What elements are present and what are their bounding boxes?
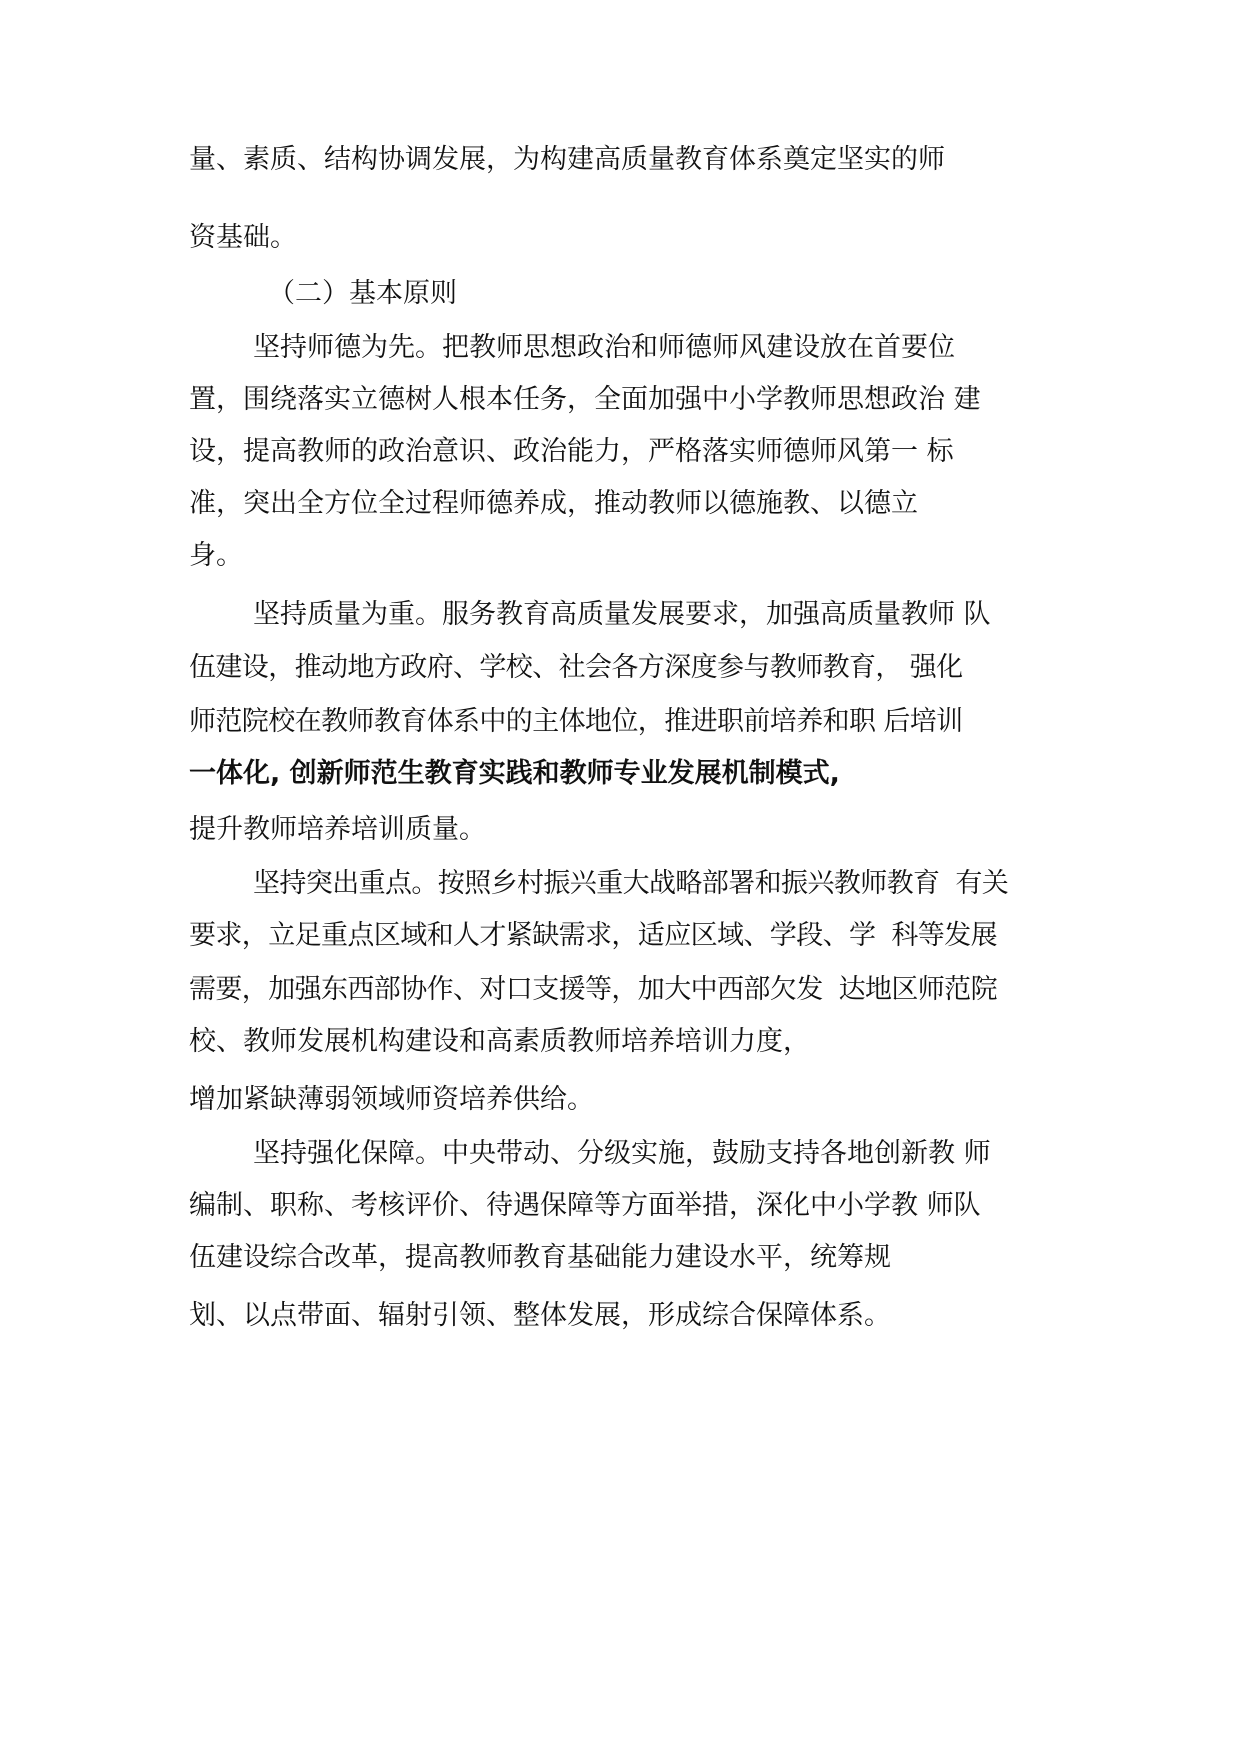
paragraph-start-line: 坚持质量为重。服务教育高质量发展要求，加强高质量教师 队 [253,599,991,630]
paragraph-start-line: 坚持突出重点。按照乡村振兴重大战略部署和振兴教师教育 有关 [253,868,1009,899]
paragraph-start-line: 坚持师德为先。把教师思想政治和师德师风建设放在首要位 [253,332,955,363]
text-line: 伍建设，推动地方政府、学校、社会各方深度参与教师教育， 强化 [189,652,963,683]
text-line: 提升教师培养培训质量。 [189,814,486,845]
text-line: 置，围绕落实立德树人根本任务，全面加强中小学教师思想政治 建 [189,384,981,415]
text-line: 资基础。 [189,222,297,253]
text-line: 需要，加强东西部协作、对口支援等，加大中西部欠发 达地区师范院 [189,974,997,1005]
paragraph-start-line: 坚持强化保障。中央带动、分级实施，鼓励支持各地创新教 师 [253,1138,991,1169]
text-line: 伍建设综合改革，提高教师教育基础能力建设水平，统筹规 [189,1242,891,1273]
text-line: 一体化, 创新师范生教育实践和教师专业发展机制模式, [189,758,840,789]
text-line: 师范院校在教师教育体系中的主体地位，推进职前培养和职 后培训 [189,706,963,737]
text-line: 编制、职称、考核评价、待遇保障等方面举措，深化中小学教 师队 [189,1190,981,1221]
text-line: 准，突出全方位全过程师德养成，推动教师以德施教、以德立 [189,488,918,519]
text-line: 校、教师发展机构建设和高素质教师培养培训力度， [189,1026,810,1057]
section-heading: （二）基本原则 [268,278,457,309]
text-line: 身。 [189,540,243,571]
text-line: 增加紧缺薄弱领域师资培养供给。 [189,1084,594,1115]
text-line: 设，提高教师的政治意识、政治能力，严格落实师德师风第一 标 [189,436,954,467]
text-line: 要求，立足重点区域和人才紧缺需求，适应区域、学段、学 科等发展 [189,920,997,951]
text-line: 划、以点带面、辐射引领、整体发展，形成综合保障体系。 [189,1300,891,1331]
text-line: 量、素质、结构协调发展，为构建高质量教育体系奠定坚实的师 [189,144,945,175]
